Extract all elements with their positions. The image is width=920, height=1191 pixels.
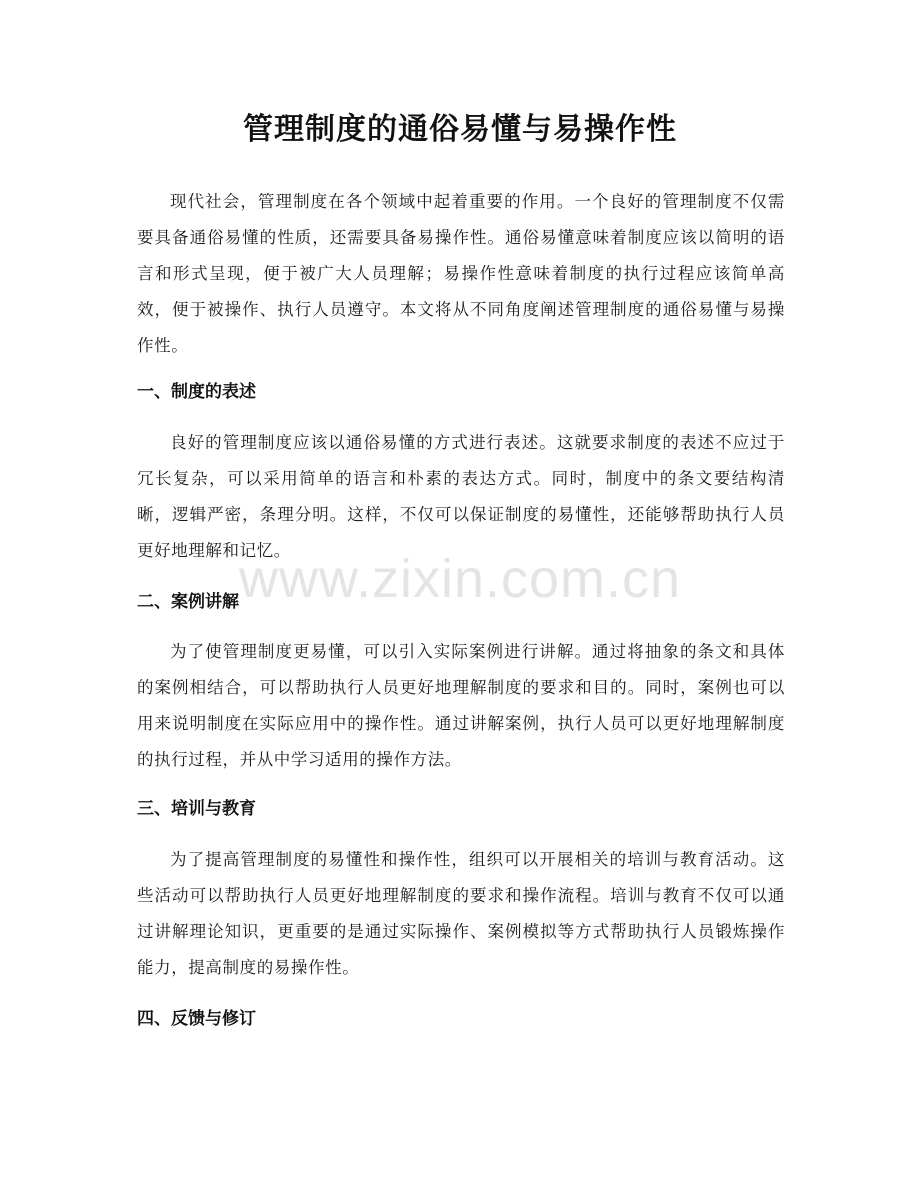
section-heading-3: 三、培训与教育 xyxy=(137,799,256,819)
section-body-1: 良好的管理制度应该以通俗易懂的方式进行表述。这就要求制度的表述不应过于冗长复杂，可以采用简单的语言和朴素的表达方式。同时，制度中的条文要结构清晰，逻辑严密，条理分明。这样，不仅可以保证制度的易懂性，还能够帮助执行人员更好地理解和记忆。 xyxy=(137,433,785,560)
section-body-2: 为了使管理制度更易懂，可以引入实际案例进行讲解。通过将抽象的条文和具体的案例相结合，可以帮助执行人员更好地理解制度的要求和目的。同时，案例也可以用来说明制度在实际应用中的操作性。通过讲解案例，执行人员可以更好地理解制度的执行过程，并从中学习适用的操作方法。 xyxy=(137,642,785,769)
document-title: 管理制度的通俗易懂与易操作性 xyxy=(243,112,677,147)
section-heading-2: 二、案例讲解 xyxy=(137,592,239,612)
section-heading-4: 四、反馈与修订 xyxy=(137,1009,256,1029)
section-heading-1: 一、制度的表述 xyxy=(137,382,256,402)
intro-paragraph: 现代社会，管理制度在各个领域中起着重要的作用。一个良好的管理制度不仅需要具备通俗易懂的性质，还需要具备易操作性。通俗易懂意味着制度应该以简明的语言和形式呈现，便于被广大人员理解；易操作性意味着制度的执行过程应该简单高效，便于被操作、执行人员遵守。本文将从不同角度阐述管理制度的通俗易懂与易操作性。 xyxy=(137,192,785,355)
watermark: www.zixin.com.cn xyxy=(238,549,682,609)
section-body-3: 为了提高管理制度的易懂性和操作性，组织可以开展相关的培训与教育活动。这些活动可以帮助执行人员更好地理解制度的要求和操作流程。培训与教育不仅可以通过讲解理论知识，更重要的是通过实际操作、案例模拟等方式帮助执行人员锻炼操作能力，提高制度的易操作性。 xyxy=(137,850,785,977)
